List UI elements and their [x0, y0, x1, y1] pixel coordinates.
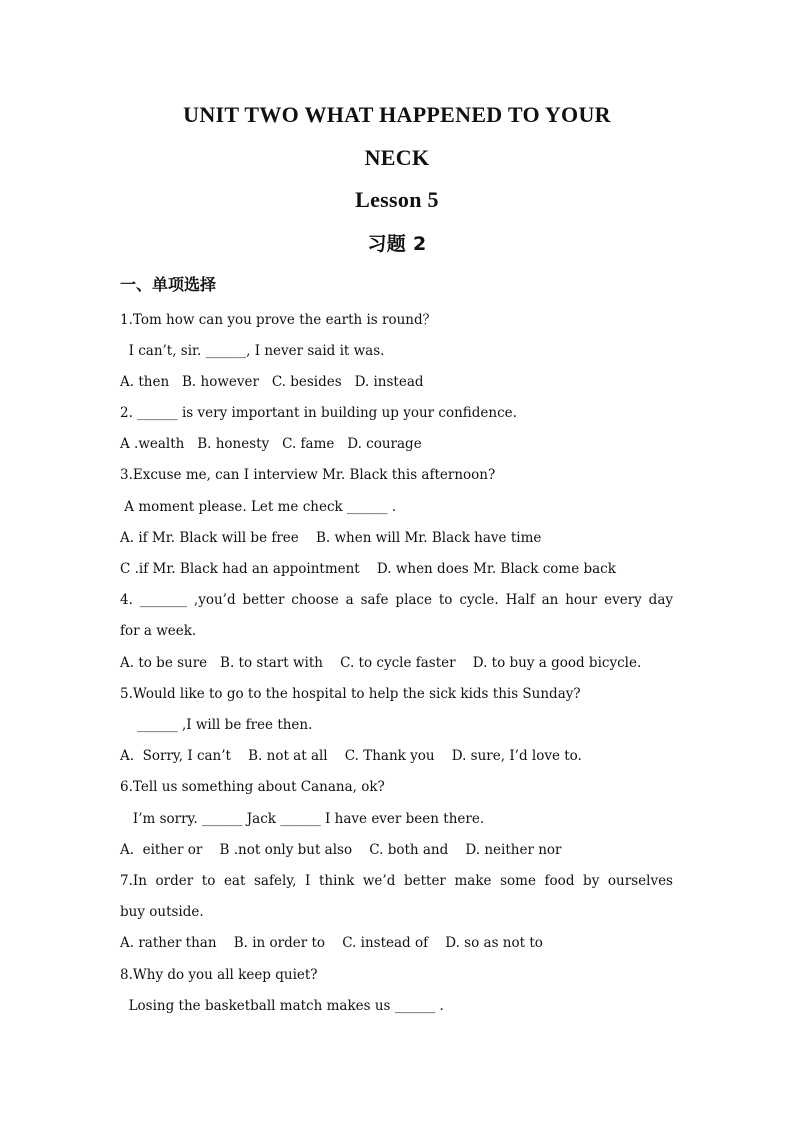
question-3: 3.Excuse me, can I interview Mr. Black this afternoon?: [120, 467, 496, 483]
question-8: 8.Why do you all keep quiet?: [120, 967, 318, 983]
options-2: A .wealth B. honesty C. fame D. courage: [120, 436, 422, 452]
options-3-cd: C .if Mr. Black had an appointment D. when does Mr. Black come back: [120, 561, 616, 577]
options-6: A. either or B .not only but also C. both and D. neither nor: [120, 842, 562, 858]
answer-line-6: I’m sorry. ______ Jack ______ I have ever been there.: [120, 811, 485, 827]
answer-line-5: ______ ,I will be free then.: [120, 717, 313, 733]
options-3-ab: A. if Mr. Black will be free B. when will Mr. Black have time: [120, 530, 542, 546]
answer-line-1: I can’t, sir. ______, I never said it was.: [120, 343, 385, 359]
question-4: 4. _______ ,you’d better choose a safe place to cycle. Half an hour every day: [120, 592, 673, 608]
unit-title-line-2: NECK: [364, 145, 430, 170]
answer-line-3: A moment please. Let me check ______ .: [120, 499, 397, 515]
question-1: 1.Tom how can you prove the earth is round？: [120, 312, 437, 328]
question-4-continued: for a week.: [120, 623, 197, 639]
options-7: A. rather than B. in order to C. instead of D. so as not to: [120, 935, 543, 951]
lesson-title: Lesson 5: [355, 187, 439, 212]
question-6: 6.Tell us something about Canana, ok?: [120, 779, 385, 795]
question-2: 2. ______ is very important in building up your confidence.: [120, 405, 517, 421]
question-7: 7.In order to eat safely, I think we’d better make some food by ourselves: [120, 873, 673, 889]
answer-line-8: Losing the basketball match makes us ______ .: [120, 998, 444, 1014]
section-heading: 一、单项选择: [120, 275, 217, 294]
exercise-title: 习题 2: [367, 233, 427, 255]
options-4: A. to be sure B. to start with C. to cycle faster D. to buy a good bicycle.: [120, 655, 642, 671]
options-5: A. Sorry, I can’t B. not at all C. Thank you D. sure, I’d love to.: [120, 748, 582, 764]
unit-title-line-1: UNIT TWO WHAT HAPPENED TO YOUR: [183, 102, 611, 127]
question-7-continued: buy outside.: [120, 904, 204, 920]
options-1: A. then B. however C. besides D. instead: [120, 374, 424, 390]
question-5: 5.Would like to go to the hospital to help the sick kids this Sunday?: [120, 686, 581, 702]
